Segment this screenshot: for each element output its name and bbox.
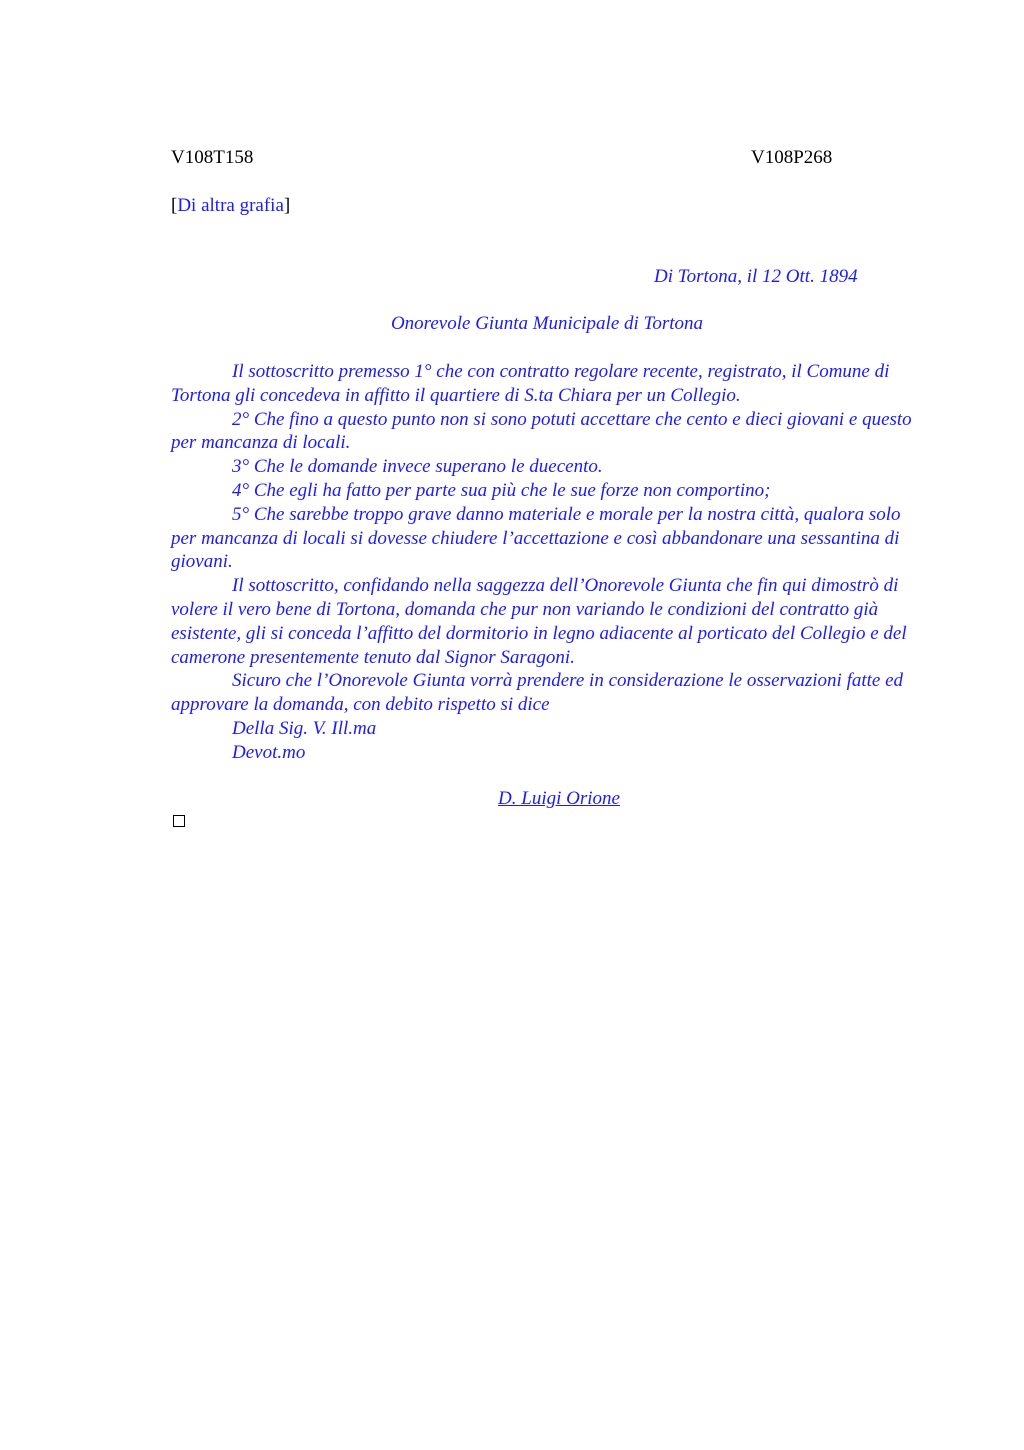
- letter-date: Di Tortona, il 12 Ott. 1894: [654, 266, 858, 287]
- letter-addressee: Onorevole Giunta Municipale di Tortona: [390, 313, 704, 334]
- letter-paragraph: Il sottoscritto, confidando nella saggezza dell’Onorevole Giunta che fin qui dimostrò di volere il vero bene di Tortona, domanda che pur non variando le condizioni del contratto già esistente, gli si conceda l’affitto del dormitorio in legno adiacente al porticato del Collegio e del camerone presentemente tenuto dal Signor Saragoni.: [171, 575, 907, 668]
- editorial-note: [171, 194, 290, 218]
- letter-signature: D. Luigi Orione: [498, 788, 620, 809]
- letter-closing: Devot.mo: [232, 741, 306, 763]
- note-open-bracket: [: [171, 195, 178, 216]
- letter-body: [171, 360, 923, 765]
- letter-closing: Della Sig. V. Ill.ma: [232, 717, 377, 739]
- note-close-bracket: ]: [283, 195, 291, 216]
- letter-paragraph: 2° Che fino a questo punto non si sono potuti accettare che cento e dieci giovani e questo per mancanza di locali.: [171, 408, 912, 454]
- end-marker-square-icon: [173, 815, 185, 827]
- note-text: Di altra grafia: [177, 195, 284, 216]
- letter-paragraph: Il sottoscritto premesso 1° che con contratto regolare recente, registrato, il Comune di Tortona gli concedeva in affitto il quartiere di S.ta Chiara per un Collegio.: [171, 361, 890, 406]
- letter-paragraph: Sicuro che l’Onorevole Giunta vorrà prendere in considerazione le osservazioni fatte ed approvare la domanda, con debito rispetto si dice: [171, 670, 904, 716]
- document-code-left: V108T158: [171, 147, 254, 168]
- document-code-right: V108P268: [751, 147, 833, 168]
- letter-paragraph: 5° Che sarebbe troppo grave danno materiale e morale per la nostra città, qualora solo per mancanza di locali si dovesse chiudere l’accettazione e così abbandonare una sessantina di giovani.: [171, 503, 901, 573]
- letter-paragraph: 4° Che egli ha fatto per parte sua più che le sue forze non comportino;: [232, 479, 771, 501]
- letter-paragraph: 3° Che le domande invece superano le duecento.: [232, 456, 603, 478]
